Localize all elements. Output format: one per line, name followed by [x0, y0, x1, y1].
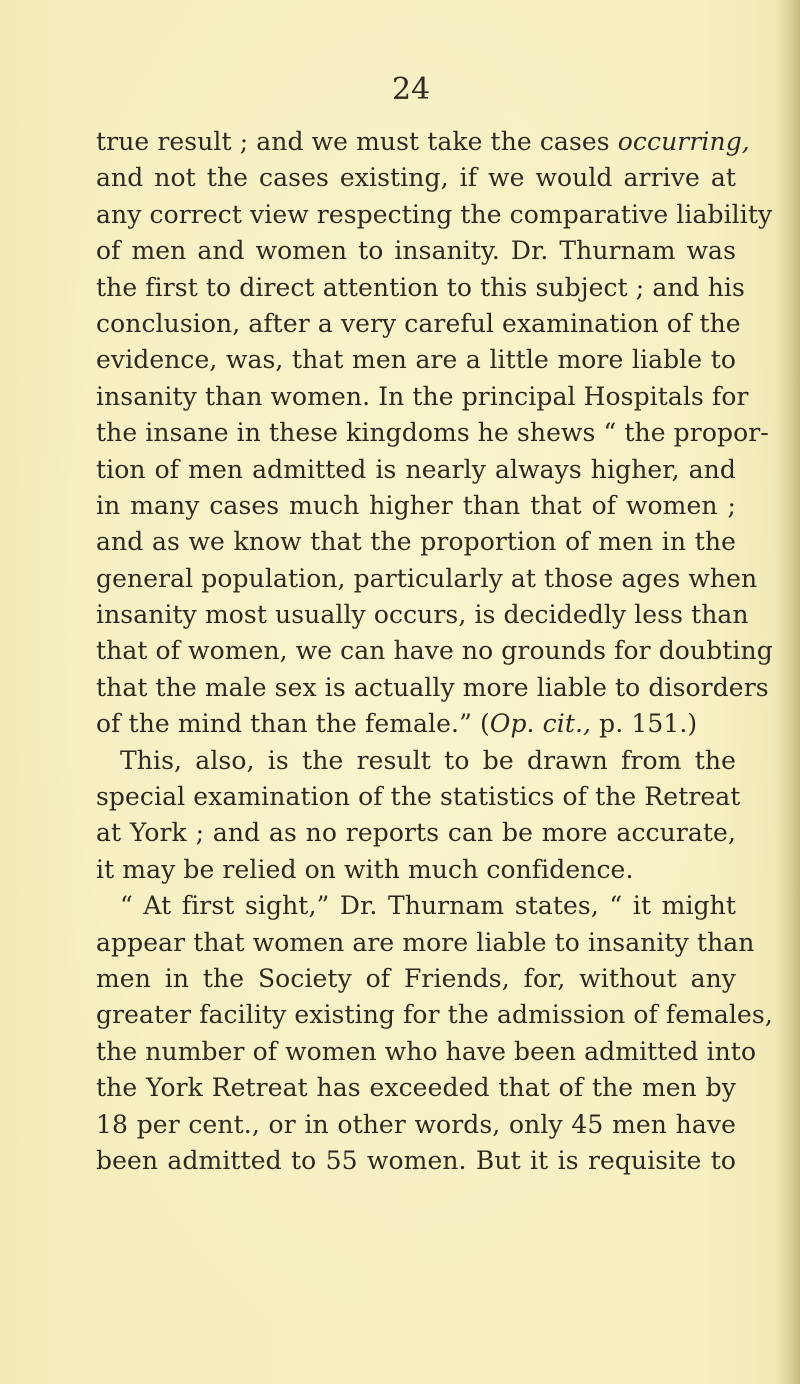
text-line: [96, 633, 773, 669]
text-segment: the insane in these kingdoms he shews “ the propor-: [96, 418, 769, 448]
page-edge-shadow: [776, 0, 800, 1384]
text-line: [96, 888, 736, 924]
text-segment: the first to direct attention to this subject ; and his: [96, 272, 745, 302]
text-segment: at York ; and as no reports can be more accurate,: [96, 818, 736, 848]
text-line: [96, 925, 755, 961]
text-line: [96, 852, 736, 888]
text-line: [96, 743, 736, 779]
text-line: [96, 306, 741, 342]
text-segment: the number of women who have been admitted into: [96, 1036, 757, 1066]
text-segment: of the mind than the female.” (: [96, 709, 490, 739]
text-line: [96, 706, 736, 742]
text-line: [96, 1107, 736, 1143]
text-line: [96, 415, 769, 451]
text-segment: the York Retreat has exceeded that of the men by: [96, 1073, 736, 1103]
italic-text-segment: Op. cit.,: [489, 709, 592, 739]
text-line: [96, 1143, 736, 1179]
text-segment: that the male sex is actually more liable to disorders: [96, 672, 769, 702]
text-line: [96, 961, 736, 997]
text-line: [96, 597, 749, 633]
text-segment: p. 151.): [591, 709, 698, 739]
text-line: [96, 488, 736, 524]
text-segment: evidence, was, that men are a little more liable to: [96, 345, 736, 375]
text-segment: tion of men admitted is nearly always higher, and: [96, 454, 736, 484]
text-segment: that of women, we can have no grounds for doubting: [96, 636, 773, 666]
text-line: [96, 270, 745, 306]
text-segment: general population, particularly at those ages when: [96, 563, 758, 593]
text-segment: been admitted to 55 women. But it is requisite to: [96, 1145, 736, 1175]
text-segment: appear that women are more liable to insanity than: [96, 927, 755, 957]
text-segment: greater facility existing for the admission of females,: [96, 1000, 773, 1030]
text-segment: it may be relied on with much confidence.: [96, 854, 634, 884]
text-segment: conclusion, after a very careful examination of the: [96, 308, 741, 338]
text-segment: This, also, is the result to be drawn from the: [120, 745, 736, 775]
text-line: [96, 197, 773, 233]
text-line: [96, 1034, 757, 1070]
text-line: [96, 561, 758, 597]
text-segment: of men and women to insanity. Dr. Thurnam was: [96, 236, 736, 266]
text-line: [96, 815, 736, 851]
text-line: [96, 779, 741, 815]
text-line: [96, 342, 736, 378]
text-line: [96, 997, 773, 1033]
text-segment: insanity than women. In the principal Hospitals for: [96, 381, 749, 411]
text-segment: men in the Society of Friends, for, without any: [96, 963, 736, 993]
text-line: [96, 233, 736, 269]
text-line: [96, 379, 749, 415]
text-segment: special examination of the statistics of the Retreat: [96, 782, 741, 812]
text-segment: in many cases much higher than that of women ;: [96, 490, 736, 520]
text-segment: true result ; and we must take the cases: [96, 127, 618, 156]
text-line: [96, 1070, 736, 1106]
text-segment: insanity most usually occurs, is decidedly less than: [96, 600, 749, 630]
text-line: [96, 452, 736, 488]
text-line: [96, 160, 736, 196]
text-segment: any correct view respecting the comparative liability: [96, 199, 773, 229]
text-segment: 18 per cent., or in other words, only 45 men have: [96, 1109, 736, 1139]
text-line: [96, 524, 736, 560]
text-segment: and as we know that the proportion of men in the: [96, 527, 736, 557]
text-line: [96, 124, 750, 160]
body-text: [96, 124, 773, 1179]
text-segment: and not the cases existing, if we would arrive at: [96, 163, 736, 193]
text-line: [96, 670, 769, 706]
page-number: 24: [392, 72, 431, 107]
text-segment: “ At first sight,” Dr. Thurnam states, “ it might: [120, 891, 736, 921]
italic-text-segment: occurring,: [617, 127, 750, 156]
